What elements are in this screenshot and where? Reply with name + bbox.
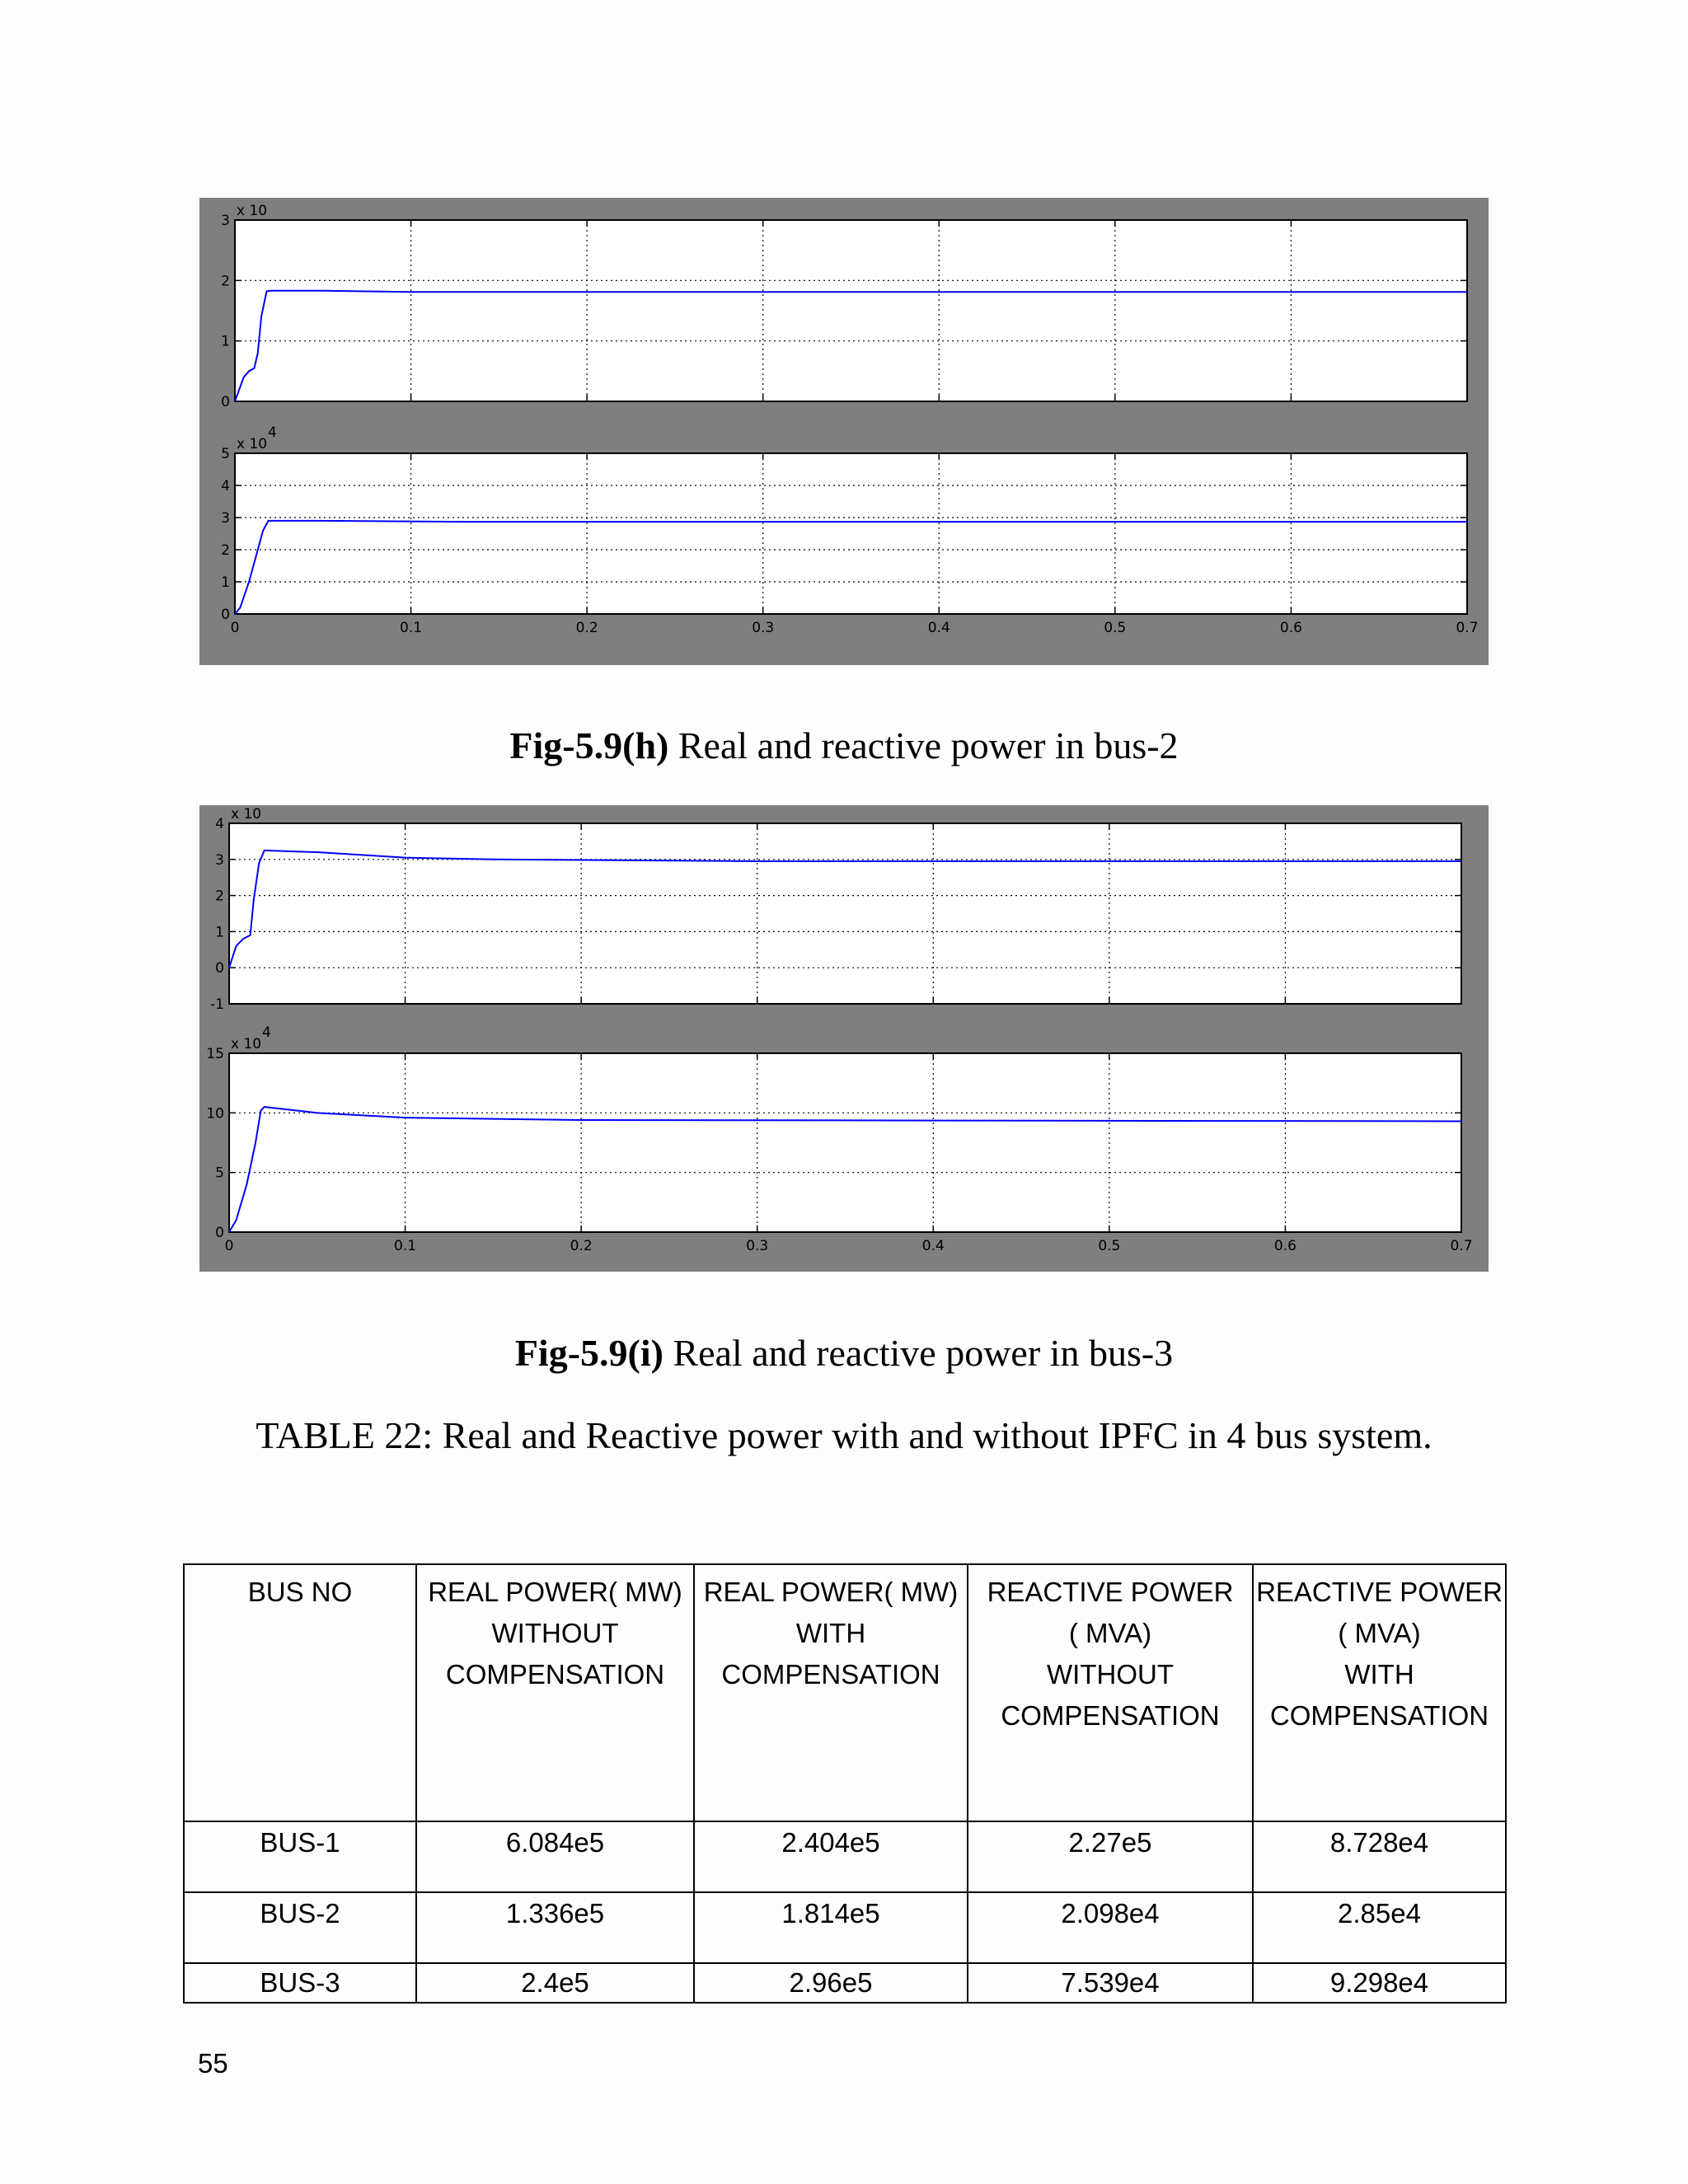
y-tick-label: 10	[206, 1105, 224, 1122]
figure-i-caption	[0, 1331, 1688, 1375]
header-real-power-with	[694, 1564, 968, 1821]
x-tick-label: 0.6	[1273, 1238, 1296, 1254]
x-tick-label: 0.1	[400, 620, 423, 636]
y-tick-label: 4	[215, 816, 224, 832]
y-tick-label: 3	[215, 851, 224, 869]
header-line: ( MVA)	[1338, 1618, 1421, 1648]
table-row	[184, 1892, 1506, 1963]
axis-multiplier-label: x 10	[237, 203, 268, 219]
y-tick-label: -1	[210, 996, 224, 1013]
y-tick-label: 2	[221, 273, 230, 290]
header-line: REACTIVE POWER	[987, 1577, 1234, 1607]
header-line: REAL POWER( MW)	[703, 1577, 959, 1607]
table-cell: 2.27e5	[968, 1821, 1253, 1892]
header-real-power-without	[416, 1564, 694, 1821]
axis-multiplier-label: x 10	[231, 1036, 262, 1052]
table-row	[184, 1963, 1506, 2003]
header-line: COMPENSATION	[1001, 1700, 1220, 1731]
header-line: BUS NO	[247, 1577, 353, 1607]
y-tick-label: 5	[221, 446, 230, 462]
table-cell: 1.814e5	[694, 1892, 968, 1963]
plot-area	[235, 453, 1467, 614]
table-row	[184, 1821, 1506, 1892]
x-tick-label: 0.2	[575, 620, 598, 636]
y-tick-label: 2	[215, 888, 224, 905]
figure-h-caption-bold: Fig-5.9(h)	[509, 724, 669, 766]
plot-area	[235, 220, 1467, 401]
x-tick-label: 0.1	[394, 1238, 417, 1254]
figure-bus-2-plots	[199, 198, 1489, 665]
y-tick-label: 3	[221, 213, 230, 229]
plot-axes	[210, 806, 1461, 1013]
x-tick-label: 0.7	[1450, 1238, 1473, 1254]
y-tick-label: 0	[221, 607, 230, 623]
y-tick-label: 5	[215, 1165, 224, 1182]
figure-i-svg	[199, 805, 1489, 1272]
figure-i-caption-text: Real and reactive power in bus-3	[663, 1332, 1174, 1374]
x-tick-label: 0.3	[746, 1238, 769, 1254]
table-cell: BUS-3	[184, 1963, 416, 2003]
page-number: 55	[198, 2048, 228, 2079]
plot-area	[229, 1053, 1461, 1232]
header-line: COMPENSATION	[445, 1659, 665, 1690]
x-tick-label: 0.3	[752, 620, 775, 636]
x-tick-label: 0.4	[921, 1238, 945, 1254]
table-cell: 8.728e4	[1253, 1821, 1506, 1892]
y-tick-label: 1	[221, 574, 230, 591]
header-line: REAL POWER( MW)	[428, 1577, 682, 1607]
table-cell: 2.4e5	[416, 1963, 694, 2003]
x-tick-label: 0	[224, 1238, 234, 1254]
header-line: WITH	[795, 1618, 866, 1648]
plot-axes	[206, 1024, 1472, 1254]
y-tick-label: 15	[206, 1046, 224, 1062]
y-tick-label: 2	[221, 542, 230, 559]
y-tick-label: 0	[215, 1225, 224, 1241]
x-tick-label: 0.2	[570, 1238, 593, 1254]
table-cell: 7.539e4	[968, 1963, 1253, 2003]
table-cell: 1.336e5	[416, 1892, 694, 1963]
y-tick-label: 1	[221, 333, 230, 350]
table-cell: 9.298e4	[1253, 1963, 1506, 2003]
axis-multiplier-label: x 10	[237, 436, 268, 452]
table-cell: BUS-2	[184, 1892, 416, 1963]
y-tick-label: 1	[215, 924, 224, 941]
x-tick-label: 0.6	[1279, 620, 1302, 636]
table-cell: 6.084e5	[416, 1821, 694, 1892]
header-line: WITHOUT	[1047, 1659, 1174, 1690]
axis-multiplier-exponent: 4	[262, 1024, 271, 1041]
header-reactive-power-without	[968, 1564, 1253, 1821]
plot-axes	[221, 203, 1467, 410]
header-bus-no	[184, 1564, 416, 1821]
figure-i-caption-bold: Fig-5.9(i)	[514, 1332, 663, 1374]
header-line: COMPENSATION	[721, 1659, 940, 1690]
figure-h-caption	[0, 724, 1688, 767]
axis-multiplier-exponent: 4	[268, 424, 277, 441]
table-cell: BUS-1	[184, 1821, 416, 1892]
table-header-row	[184, 1564, 1506, 1821]
table-cell: 2.404e5	[694, 1821, 968, 1892]
x-tick-label: 0.4	[927, 620, 950, 636]
header-line: COMPENSATION	[1269, 1700, 1489, 1731]
axis-multiplier-label: x 10	[231, 806, 262, 823]
y-tick-label: 3	[221, 510, 230, 527]
header-line: REACTIVE POWER	[1256, 1577, 1503, 1607]
plot-axes	[221, 424, 1478, 636]
power-table	[183, 1563, 1507, 2004]
header-line: WITH	[1344, 1659, 1414, 1690]
table-cell: 2.098e4	[968, 1892, 1253, 1963]
y-tick-label: 0	[221, 394, 230, 410]
x-tick-label: 0.5	[1098, 1238, 1121, 1254]
plot-area	[229, 823, 1461, 1004]
x-tick-label: 0	[230, 620, 240, 636]
x-tick-label: 0.7	[1456, 620, 1479, 636]
table-cell: 2.96e5	[694, 1963, 968, 2003]
header-reactive-power-with	[1253, 1564, 1506, 1821]
y-tick-label: 4	[221, 478, 230, 494]
table-cell: 2.85e4	[1253, 1892, 1506, 1963]
header-line: ( MVA)	[1068, 1618, 1152, 1648]
figure-h-caption-text: Real and reactive power in bus-2	[668, 724, 1179, 766]
y-tick-label: 0	[215, 960, 224, 977]
table-title: TABLE 22: Real and Reactive power with and without IPFC in 4 bus system.	[256, 1414, 1432, 1456]
figure-h-svg	[199, 198, 1489, 665]
header-line: WITHOUT	[491, 1618, 619, 1648]
x-tick-label: 0.5	[1104, 620, 1127, 636]
figure-bus-3-plots	[199, 805, 1489, 1272]
